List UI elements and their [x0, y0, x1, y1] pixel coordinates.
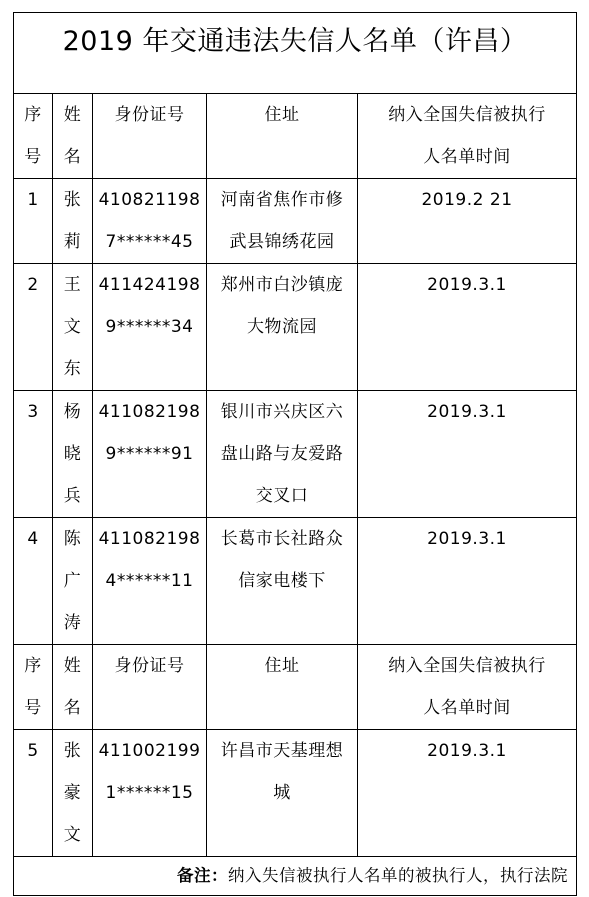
row-idx: 2: [14, 264, 53, 391]
header-idx-line: 号: [24, 698, 42, 718]
header-idx-line: 号: [24, 147, 42, 167]
header-date: [358, 645, 577, 730]
address-line: 大物流园: [247, 317, 317, 337]
row-idx: 3: [14, 391, 53, 518]
row-name: [53, 730, 93, 857]
header-id: 身份证号: [93, 94, 207, 179]
note-label: 备注：: [177, 866, 229, 885]
header-idx-line: 序: [24, 105, 42, 125]
header-address: 住址: [207, 645, 358, 730]
address-line: 信家电楼下: [238, 571, 326, 591]
row-address: [207, 264, 358, 391]
row-name: [53, 179, 93, 264]
header-address: 住址: [207, 94, 358, 179]
name-char: 张: [63, 741, 82, 761]
address-line: 交叉口: [255, 486, 309, 506]
name-char: 兵: [63, 486, 82, 506]
address-line: 许昌市天基理想: [220, 741, 344, 761]
name-char: 晓: [63, 444, 82, 464]
table-row: [14, 518, 577, 645]
header-id: 身份证号: [93, 645, 207, 730]
name-char: 莉: [63, 232, 82, 252]
note-text: 纳入失信被执行人名单的被执行人，执行法院: [228, 866, 569, 885]
header-date-line: 人名单时间: [423, 698, 511, 718]
address-line: 盘山路与友爱路: [220, 444, 344, 464]
header-name-line: 姓: [63, 105, 82, 125]
row-name: [53, 518, 93, 645]
row-date: 2019.3.1: [358, 264, 577, 391]
header-name: [53, 94, 93, 179]
name-char: 陈: [63, 529, 82, 549]
header-row: [14, 94, 577, 179]
row-address: [207, 179, 358, 264]
row-address: [207, 730, 358, 857]
header-date: [358, 94, 577, 179]
name-char: 文: [63, 317, 82, 337]
id-line: 411082198: [98, 529, 201, 549]
row-name: [53, 391, 93, 518]
name-char: 张: [63, 190, 82, 210]
address-line: 城: [273, 783, 291, 803]
row-date: 2019.2 21: [358, 179, 577, 264]
address-line: 银川市兴庆区六: [220, 402, 344, 422]
row-name: [53, 264, 93, 391]
id-line: 7******45: [105, 232, 194, 252]
id-line: 411002199: [98, 741, 201, 761]
header-row-repeat: [14, 645, 577, 730]
row-date: 2019.3.1: [358, 730, 577, 857]
id-line: 9******91: [105, 444, 194, 464]
row-date: 2019.3.1: [358, 391, 577, 518]
table-row: [14, 730, 577, 857]
header-idx: [14, 645, 53, 730]
id-line: 411424198: [98, 275, 201, 295]
row-idx: 5: [14, 730, 53, 857]
address-line: 武县锦绣花园: [229, 232, 335, 252]
header-name-line: 名: [63, 698, 82, 718]
row-address: [207, 518, 358, 645]
row-id: [93, 730, 207, 857]
table-row: [14, 179, 577, 264]
header-name: [53, 645, 93, 730]
note-cell: [14, 857, 577, 896]
address-line: 郑州市白沙镇庞: [220, 275, 344, 295]
address-line: 长葛市长社路众: [220, 529, 344, 549]
table-row: [14, 391, 577, 518]
row-id: [93, 518, 207, 645]
address-line: 河南省焦作市修: [220, 190, 344, 210]
name-char: 杨: [63, 402, 82, 422]
row-id: [93, 391, 207, 518]
header-date-line: 纳入全国失信被执行: [388, 656, 546, 676]
id-line: 410821198: [98, 190, 201, 210]
name-char: 涛: [63, 613, 82, 633]
id-line: 411082198: [98, 402, 201, 422]
name-char: 豪: [63, 783, 82, 803]
row-id: [93, 179, 207, 264]
name-char: 广: [63, 571, 82, 591]
header-date-line: 人名单时间: [423, 147, 511, 167]
id-line: 4******11: [105, 571, 194, 591]
header-idx: [14, 94, 53, 179]
title-row: [14, 13, 577, 94]
table-title: 2019 年交通违法失信人名单（许昌）: [14, 13, 577, 94]
header-idx-line: 序: [24, 656, 42, 676]
row-address: [207, 391, 358, 518]
row-idx: 4: [14, 518, 53, 645]
table-row: [14, 264, 577, 391]
row-id: [93, 264, 207, 391]
row-idx: 1: [14, 179, 53, 264]
violators-table: [13, 12, 577, 896]
name-char: 东: [63, 359, 82, 379]
name-char: 王: [63, 275, 82, 295]
header-name-line: 姓: [63, 656, 82, 676]
note-row: [14, 857, 577, 896]
name-char: 文: [63, 825, 82, 845]
id-line: 1******15: [105, 783, 194, 803]
row-date: 2019.3.1: [358, 518, 577, 645]
id-line: 9******34: [105, 317, 194, 337]
header-date-line: 纳入全国失信被执行: [388, 105, 546, 125]
header-name-line: 名: [63, 147, 82, 167]
